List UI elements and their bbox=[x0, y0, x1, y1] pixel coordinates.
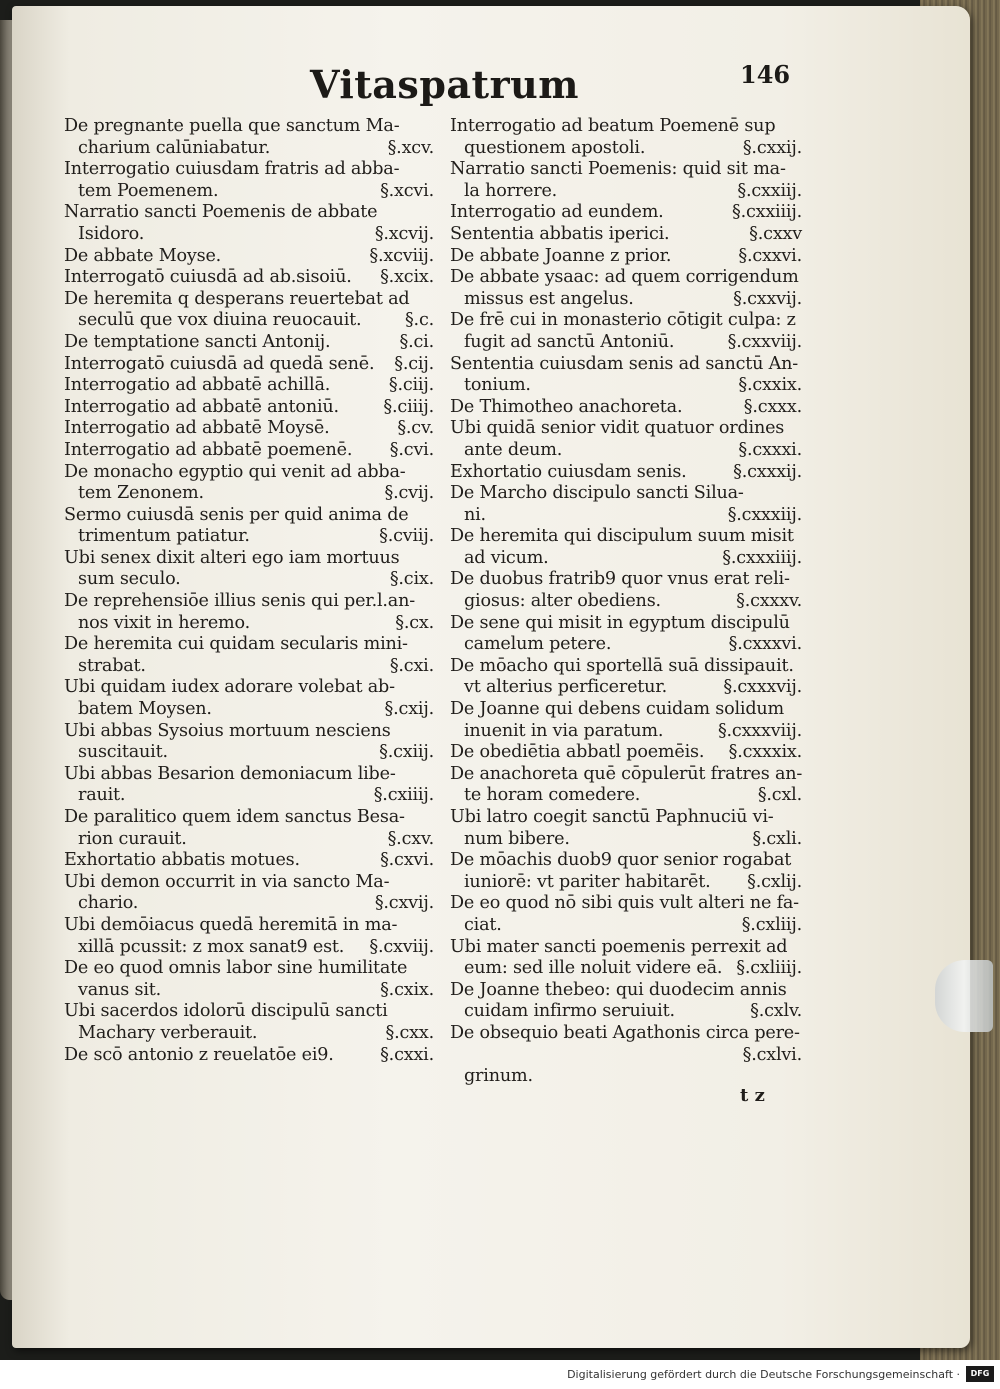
toc-entry-text: Exhortatio cuiusdam senis. bbox=[450, 461, 687, 482]
toc-line bbox=[64, 181, 434, 203]
toc-entry-text: De heremita q desperans reuertebat ad bbox=[64, 288, 410, 309]
toc-entry-text: Ubi latro coegit sanctū Paphnuciū vi- bbox=[450, 807, 774, 827]
toc-line bbox=[450, 742, 802, 764]
toc-line bbox=[64, 310, 434, 332]
toc-line bbox=[450, 677, 802, 699]
toc-entry-text: De duobus fratrib9 quor vnus erat reli- bbox=[450, 569, 790, 590]
toc-entry-text: De obediētia abbatl poemēis. bbox=[450, 742, 705, 763]
toc-line bbox=[450, 267, 802, 289]
toc-entry-ref: §.cxxiiij. bbox=[731, 202, 802, 223]
toc-entry-text: cuidam infirmo seruiuit. bbox=[464, 1001, 675, 1022]
toc-line bbox=[64, 980, 434, 1002]
toc-line bbox=[450, 591, 802, 613]
toc-entry-ref: §.cxli. bbox=[752, 828, 802, 849]
toc-line bbox=[64, 785, 434, 807]
toc-line bbox=[64, 634, 434, 656]
toc-entry-ref: §.cxi. bbox=[389, 655, 434, 676]
folio-number: 146 bbox=[740, 60, 791, 89]
toc-entry-ref: §.cix. bbox=[389, 569, 434, 590]
toc-entry-ref: §.xcvij. bbox=[374, 223, 434, 244]
toc-entry-text: Machary verberauit. bbox=[78, 1022, 258, 1043]
toc-entry-text: Interrogatio cuiusdam fratris ad abba- bbox=[64, 159, 400, 180]
toc-line bbox=[64, 807, 434, 829]
toc-entry-text: Interrogatio ad abbatē achillā. bbox=[64, 375, 331, 396]
toc-entry-text: De frē cui in monasterio cōtigit culpa: z bbox=[450, 310, 796, 331]
toc-entry-text: strabat. bbox=[78, 655, 146, 676]
toc-line bbox=[64, 202, 434, 224]
toc-line bbox=[64, 721, 434, 743]
toc-line bbox=[450, 397, 802, 419]
toc-line bbox=[450, 181, 802, 203]
toc-line bbox=[64, 742, 434, 764]
toc-line bbox=[64, 915, 434, 937]
toc-entry-text: De temptatione sancti Antonij. bbox=[64, 331, 331, 352]
toc-entry-text: De abbate ysaac: ad quem corrigendum bbox=[450, 267, 799, 288]
toc-entry-ref: §.cxxxij. bbox=[733, 461, 802, 482]
toc-line bbox=[64, 267, 434, 289]
toc-line bbox=[450, 915, 802, 937]
toc-entry-text: chario. bbox=[78, 893, 139, 914]
toc-entry-ref: §.cxvij. bbox=[374, 893, 434, 914]
toc-entry-text: Ubi senex dixit alteri ego iam mortuus bbox=[64, 547, 400, 568]
toc-entry-text: vt alterius perficeretur. bbox=[464, 677, 667, 698]
toc-entry-text: De eo quod omnis labor sine humilitate bbox=[64, 958, 408, 979]
toc-entry-text: ante deum. bbox=[464, 439, 563, 460]
toc-line bbox=[450, 440, 802, 462]
toc-line bbox=[450, 159, 802, 181]
toc-entry-ref: §.cxl. bbox=[757, 785, 802, 806]
toc-entry-text: De abbate Joanne z prior. bbox=[450, 245, 672, 266]
toc-entry-ref: §.cxiij. bbox=[379, 742, 434, 763]
toc-line bbox=[450, 1001, 802, 1023]
toc-line bbox=[64, 699, 434, 721]
toc-line bbox=[64, 116, 434, 138]
toc-line bbox=[64, 418, 434, 440]
toc-entry-text: rauit. bbox=[78, 785, 126, 806]
toc-line bbox=[64, 1045, 434, 1067]
toc-entry-text: De Thimotheo anachoreta. bbox=[450, 396, 683, 417]
toc-entry-ref: §.cxliiij. bbox=[736, 958, 802, 979]
toc-entry-text: grinum. bbox=[464, 1066, 533, 1087]
toc-entry-ref: §.cv. bbox=[397, 418, 434, 439]
toc-line bbox=[450, 375, 802, 397]
toc-entry-text: Sententia cuiusdam senis ad sanctū An- bbox=[450, 353, 799, 374]
toc-entry-ref: §.ciij. bbox=[388, 375, 434, 396]
toc-entry-ref: §.cxxviij. bbox=[727, 331, 802, 352]
toc-line bbox=[450, 310, 802, 332]
toc-line bbox=[450, 764, 802, 786]
toc-entry-text: Sermo cuiusdā senis per quid anima de bbox=[64, 504, 409, 525]
toc-line bbox=[450, 418, 802, 440]
page-clip bbox=[935, 960, 993, 1032]
toc-entry-text: suscitauit. bbox=[78, 742, 168, 763]
toc-line bbox=[64, 397, 434, 419]
toc-entry-text: seculū que vox diuina reuocauit. bbox=[78, 310, 362, 331]
right-column bbox=[450, 116, 802, 1088]
toc-line bbox=[64, 354, 434, 376]
toc-entry-text: iuniorē: vt pariter habitarēt. bbox=[464, 871, 711, 892]
toc-line bbox=[450, 462, 802, 484]
toc-line bbox=[64, 872, 434, 894]
toc-entry-text: sum seculo. bbox=[78, 569, 181, 590]
toc-entry-text: fugit ad sanctū Antoniū. bbox=[464, 331, 675, 352]
toc-entry-text: De mōachis duob9 quor senior rogabat bbox=[450, 850, 792, 871]
toc-entry-text: De Marcho discipulo sancti Silua- bbox=[450, 483, 744, 504]
toc-entry-ref: §.cxxxv. bbox=[736, 591, 802, 612]
toc-entry-ref: §.cxlv. bbox=[750, 1001, 802, 1022]
toc-entry-ref: §.cxvi. bbox=[380, 850, 434, 871]
toc-entry-ref: §.cxlij. bbox=[747, 871, 802, 892]
toc-line bbox=[64, 937, 434, 959]
toc-line bbox=[450, 483, 802, 505]
toc-entry-text: missus est angelus. bbox=[464, 288, 634, 309]
toc-entry-ref: §.cxxvi. bbox=[738, 245, 802, 266]
toc-entry-text: Ubi quidam iudex adorare volebat ab- bbox=[64, 677, 395, 698]
toc-entry-text: Ubi sacerdos idolorū discipulū sancti bbox=[64, 1001, 388, 1022]
toc-entry-ref: §.cij. bbox=[394, 353, 434, 374]
toc-line bbox=[64, 224, 434, 246]
toc-entry-ref: §.cxxxviij. bbox=[717, 720, 802, 741]
toc-entry-text: te horam comedere. bbox=[464, 785, 641, 806]
toc-line bbox=[450, 850, 802, 872]
toc-entry-ref: §.cxxxvi. bbox=[728, 634, 802, 655]
toc-line bbox=[64, 526, 434, 548]
toc-entry-text: giosus: alter obediens. bbox=[464, 591, 661, 612]
toc-line bbox=[64, 375, 434, 397]
toc-line bbox=[450, 893, 802, 915]
toc-line bbox=[450, 980, 802, 1002]
toc-line bbox=[450, 202, 802, 224]
dfg-logo: DFG bbox=[966, 1366, 994, 1382]
toc-entry-text: De Joanne thebeo: qui duodecim annis bbox=[450, 979, 787, 1000]
footer-bar bbox=[0, 1360, 1000, 1389]
toc-entry-text: trimentum patiatur. bbox=[78, 526, 250, 547]
toc-entry-text: Narratio sancti Poemenis: quid sit ma- bbox=[450, 159, 786, 180]
toc-line bbox=[450, 138, 802, 160]
toc-entry-ref: §.cxxxvij. bbox=[723, 677, 802, 698]
toc-entry-text: eum: sed ille noluit videre eā. bbox=[464, 958, 723, 979]
toc-entry-text: Narratio sancti Poemenis de abbate bbox=[64, 202, 378, 223]
toc-entry-text: ni. bbox=[464, 504, 486, 525]
toc-line bbox=[450, 354, 802, 376]
toc-line bbox=[64, 483, 434, 505]
toc-line bbox=[64, 613, 434, 635]
toc-entry-ref: §.cxxxiij. bbox=[727, 504, 802, 525]
toc-entry-ref: §.cxxv bbox=[749, 223, 802, 244]
toc-entry-ref: §.cxij. bbox=[384, 699, 434, 720]
toc-line bbox=[450, 785, 802, 807]
toc-entry-ref: §.xcviij. bbox=[369, 245, 434, 266]
toc-line bbox=[64, 850, 434, 872]
toc-entry-text: batem Moysen. bbox=[78, 699, 212, 720]
toc-line bbox=[64, 548, 434, 570]
toc-entry-text: De paralitico quem idem sanctus Besa- bbox=[64, 807, 405, 827]
toc-entry-text: la horrere. bbox=[464, 180, 558, 201]
toc-entry-text: Interrogatō cuiusdā ad ab.sisoiū. bbox=[64, 267, 352, 288]
toc-line bbox=[450, 116, 802, 138]
toc-entry-ref: §.cxlvi. bbox=[742, 1044, 802, 1065]
left-column bbox=[64, 116, 434, 1066]
toc-entry-ref: §.cvij. bbox=[384, 483, 434, 504]
toc-entry-text: De anachoreta quē cōpulerūt fratres an- bbox=[450, 763, 803, 784]
toc-entry-ref: §.cxxvij. bbox=[733, 288, 802, 309]
toc-line bbox=[64, 246, 434, 268]
toc-entry-text: ciat. bbox=[464, 914, 502, 935]
toc-line bbox=[64, 656, 434, 678]
toc-entry-text: Interrogatio ad abbatē Moysē. bbox=[64, 418, 330, 439]
toc-line bbox=[64, 958, 434, 980]
toc-line bbox=[450, 829, 802, 851]
toc-entry-ref: §.cxix. bbox=[380, 979, 434, 1000]
toc-entry-text: Interrogatio ad abbatē poemenē. bbox=[64, 439, 353, 460]
toc-entry-ref: §.cvi. bbox=[389, 439, 434, 460]
toc-entry-ref: §.cxviij. bbox=[369, 936, 434, 957]
toc-entry-text: De obsequio beati Agathonis circa pere- bbox=[450, 1022, 800, 1043]
toc-entry-ref: §.cxxxiiij. bbox=[722, 547, 802, 568]
toc-line bbox=[64, 1001, 434, 1023]
toc-line bbox=[64, 462, 434, 484]
toc-entry-ref: §.cviij. bbox=[379, 526, 434, 547]
toc-line bbox=[450, 958, 802, 980]
toc-line bbox=[450, 937, 802, 959]
toc-line bbox=[450, 224, 802, 246]
toc-entry-text: tem Poemenem. bbox=[78, 180, 219, 201]
toc-entry-text: De heremita qui discipulum suum misit bbox=[450, 526, 794, 547]
toc-entry-text: Ubi demōiacus quedā heremitā in ma- bbox=[64, 914, 398, 935]
toc-line bbox=[450, 332, 802, 354]
toc-entry-text: ad vicum. bbox=[464, 547, 549, 568]
toc-entry-text: Sententia abbatis iperici. bbox=[450, 223, 670, 244]
toc-entry-ref: §.cx. bbox=[395, 612, 434, 633]
toc-entry-text: Interrogatio ad beatum Poemenē sup bbox=[450, 116, 776, 136]
toc-entry-ref: §.cxliij. bbox=[741, 914, 802, 935]
toc-entry-text: num bibere. bbox=[464, 828, 570, 849]
toc-line bbox=[64, 893, 434, 915]
toc-entry-text: charium calūniabatur. bbox=[78, 137, 271, 158]
toc-entry-text: De scō antonio z reuelatōe ei9. bbox=[64, 1044, 334, 1065]
toc-entry-text: nos vixit in heremo. bbox=[78, 612, 250, 633]
toc-entry-ref: §.xcv. bbox=[387, 137, 434, 158]
toc-entry-ref: §.cxxxix. bbox=[728, 742, 802, 763]
toc-line bbox=[450, 613, 802, 635]
toc-entry-text: Ubi mater sancti poemenis perrexit ad bbox=[450, 936, 788, 957]
toc-entry-ref: §.xcvi. bbox=[380, 180, 434, 201]
toc-line bbox=[64, 1023, 434, 1045]
toc-entry-ref: §.ciiij. bbox=[383, 396, 434, 417]
running-head: Vitaspatrum bbox=[310, 62, 579, 107]
toc-entry-ref: §.cxxij. bbox=[742, 137, 802, 158]
toc-entry-text: rion curauit. bbox=[78, 828, 187, 849]
toc-line bbox=[450, 548, 802, 570]
toc-entry-ref: §.cxxi. bbox=[380, 1044, 434, 1065]
footer-credit: Digitalisierung gefördert durch die Deutsche Forschungsgemeinschaft · bbox=[567, 1368, 960, 1381]
toc-entry-text: Interrogatio ad abbatē antoniū. bbox=[64, 396, 339, 417]
toc-line bbox=[64, 677, 434, 699]
toc-line bbox=[450, 1023, 802, 1045]
toc-entry-text: Ubi quidā senior vidit quatuor ordines bbox=[450, 418, 785, 439]
toc-line bbox=[64, 591, 434, 613]
toc-line bbox=[450, 634, 802, 656]
toc-line bbox=[450, 246, 802, 268]
toc-entry-text: inuenit in via paratum. bbox=[464, 720, 664, 741]
toc-line bbox=[450, 721, 802, 743]
toc-entry-ref: §.cxiiij. bbox=[373, 785, 434, 806]
toc-entry-text: Ubi abbas Besarion demoniacum libe- bbox=[64, 763, 396, 784]
toc-entry-ref: §.cxx. bbox=[385, 1022, 434, 1043]
toc-line bbox=[450, 569, 802, 591]
toc-entry-text: Ubi demon occurrit in via sancto Ma- bbox=[64, 871, 390, 892]
toc-entry-text: De sene qui misit in egyptum discipulū bbox=[450, 612, 790, 633]
toc-entry-ref: §.cxv. bbox=[387, 828, 434, 849]
toc-entry-ref: §.cxxx. bbox=[743, 396, 802, 417]
toc-entry-text: De heremita cui quidam secularis mini- bbox=[64, 634, 408, 655]
toc-line bbox=[64, 829, 434, 851]
toc-line bbox=[64, 505, 434, 527]
toc-entry-text: De reprehensiōe illius senis qui per.l.an- bbox=[64, 591, 415, 612]
toc-entry-ref: §.ci. bbox=[399, 331, 434, 352]
toc-entry-text: Interrogatio ad eundem. bbox=[450, 202, 664, 223]
toc-line bbox=[450, 872, 802, 894]
toc-entry-text: De monacho egyptio qui venit ad abba- bbox=[64, 461, 406, 482]
toc-entry-text: tem Zenonem. bbox=[78, 483, 204, 504]
toc-entry-ref: §.c. bbox=[404, 310, 434, 331]
toc-entry-ref: §.xcix. bbox=[380, 267, 434, 288]
toc-line bbox=[450, 505, 802, 527]
toc-entry-text: Interrogatō cuiusdā ad quedā senē. bbox=[64, 353, 375, 374]
signature-mark: t z bbox=[740, 1085, 765, 1106]
toc-entry-text: vanus sit. bbox=[78, 979, 162, 1000]
toc-entry-text: tonium. bbox=[464, 375, 531, 396]
toc-entry-text: De eo quod nō sibi quis vult alteri ne fa- bbox=[450, 893, 799, 914]
toc-line bbox=[450, 289, 802, 311]
toc-line bbox=[64, 138, 434, 160]
toc-line bbox=[64, 159, 434, 181]
toc-entry-text: De Joanne qui debens cuidam solidum bbox=[450, 699, 785, 720]
toc-line bbox=[64, 289, 434, 311]
toc-line bbox=[450, 699, 802, 721]
toc-entry-text: De abbate Moyse. bbox=[64, 245, 222, 266]
toc-line bbox=[64, 332, 434, 354]
toc-line bbox=[450, 1045, 802, 1067]
toc-entry-text: camelum petere. bbox=[464, 634, 612, 655]
toc-line bbox=[64, 569, 434, 591]
toc-entry-ref: §.cxxix. bbox=[738, 375, 802, 396]
toc-line bbox=[450, 656, 802, 678]
toc-entry-text: Exhortatio abbatis motues. bbox=[64, 850, 300, 871]
toc-line bbox=[64, 764, 434, 786]
toc-entry-ref: §.cxxiij. bbox=[737, 180, 802, 201]
toc-entry-text: questionem apostoli. bbox=[464, 137, 646, 158]
toc-line bbox=[64, 440, 434, 462]
toc-entry-text: xillā pcussit: z mox sanat9 est. bbox=[78, 936, 345, 957]
toc-line bbox=[450, 807, 802, 829]
toc-line bbox=[450, 526, 802, 548]
toc-entry-text: De pregnante puella que sanctum Ma- bbox=[64, 116, 400, 136]
toc-entry-ref: §.cxxxi. bbox=[738, 439, 802, 460]
toc-entry-text: De mōacho qui sportellā suā dissipauit. bbox=[450, 655, 794, 676]
toc-entry-text: Isidoro. bbox=[78, 223, 145, 244]
toc-entry-text: Ubi abbas Sysoius mortuum nesciens bbox=[64, 720, 391, 741]
